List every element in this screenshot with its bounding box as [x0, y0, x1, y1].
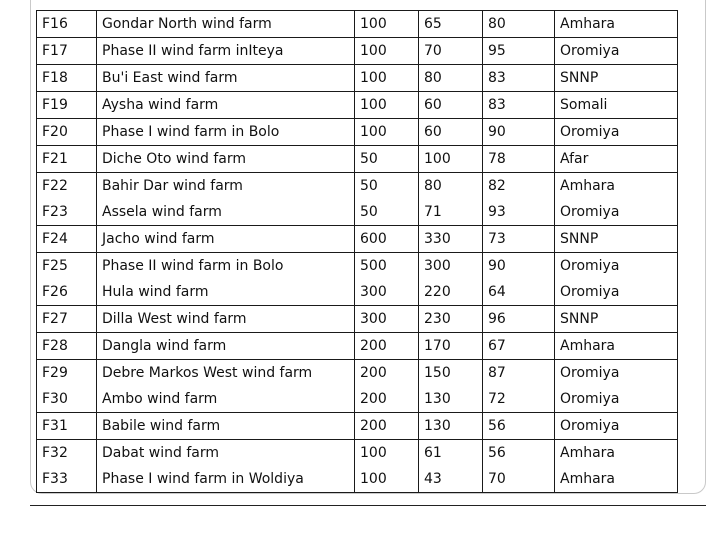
- cell-name: Phase II wind farm inIteya: [97, 38, 355, 65]
- cell-name: Dangla wind farm: [97, 333, 355, 360]
- table-row: [37, 38, 678, 65]
- cell-region: Oromiya: [555, 279, 678, 306]
- cell-value-2: 43: [419, 466, 483, 493]
- table-row: [37, 440, 678, 467]
- cell-id: F27: [37, 306, 97, 333]
- cell-value-2: 71: [419, 199, 483, 226]
- cell-name: Gondar North wind farm: [97, 11, 355, 38]
- cell-region: Amhara: [555, 333, 678, 360]
- table-row: [37, 333, 678, 360]
- cell-name: Bu'i East wind farm: [97, 65, 355, 92]
- cell-value-2: 300: [419, 253, 483, 280]
- cell-value-3: 72: [483, 386, 555, 413]
- cell-region: Oromiya: [555, 119, 678, 146]
- cell-value-2: 60: [419, 92, 483, 119]
- cell-id: F22: [37, 173, 97, 200]
- table-row: [37, 146, 678, 173]
- cell-value-3: 87: [483, 360, 555, 387]
- cell-value-1: 50: [355, 199, 419, 226]
- cell-name: Phase II wind farm in Bolo: [97, 253, 355, 280]
- cell-region: Oromiya: [555, 360, 678, 387]
- table-row: [37, 466, 678, 493]
- cell-region: Oromiya: [555, 253, 678, 280]
- table-row: [37, 199, 678, 226]
- cell-name: Debre Markos West wind farm: [97, 360, 355, 387]
- cell-name: Jacho wind farm: [97, 226, 355, 253]
- cell-value-2: 80: [419, 173, 483, 200]
- cell-value-2: 61: [419, 440, 483, 467]
- table-container: [36, 10, 677, 493]
- cell-name: Dilla West wind farm: [97, 306, 355, 333]
- cell-value-1: 50: [355, 173, 419, 200]
- cell-id: F23: [37, 199, 97, 226]
- cell-region: Oromiya: [555, 413, 678, 440]
- cell-value-1: 200: [355, 413, 419, 440]
- cell-id: F16: [37, 11, 97, 38]
- cell-id: F17: [37, 38, 97, 65]
- cell-value-1: 100: [355, 65, 419, 92]
- cell-region: Oromiya: [555, 38, 678, 65]
- cell-value-3: 73: [483, 226, 555, 253]
- cell-value-3: 64: [483, 279, 555, 306]
- cell-value-3: 70: [483, 466, 555, 493]
- cell-value-2: 60: [419, 119, 483, 146]
- cell-value-1: 100: [355, 11, 419, 38]
- cell-region: Somali: [555, 92, 678, 119]
- cell-id: F30: [37, 386, 97, 413]
- cell-value-2: 130: [419, 413, 483, 440]
- cell-value-1: 200: [355, 333, 419, 360]
- cell-region: Amhara: [555, 173, 678, 200]
- cell-value-1: 100: [355, 92, 419, 119]
- cell-id: F20: [37, 119, 97, 146]
- cell-value-3: 90: [483, 253, 555, 280]
- table-row: [37, 226, 678, 253]
- cell-value-3: 80: [483, 11, 555, 38]
- cell-value-2: 150: [419, 360, 483, 387]
- cell-value-2: 330: [419, 226, 483, 253]
- cell-value-2: 80: [419, 65, 483, 92]
- cell-value-3: 78: [483, 146, 555, 173]
- cell-region: Oromiya: [555, 386, 678, 413]
- cell-value-1: 200: [355, 386, 419, 413]
- cell-name: Dabat wind farm: [97, 440, 355, 467]
- cell-region: Oromiya: [555, 199, 678, 226]
- cell-id: F28: [37, 333, 97, 360]
- cell-name: Diche Oto wind farm: [97, 146, 355, 173]
- cell-id: F25: [37, 253, 97, 280]
- cell-region: SNNP: [555, 65, 678, 92]
- cell-value-2: 100: [419, 146, 483, 173]
- cell-name: Ambo wind farm: [97, 386, 355, 413]
- cell-name: Assela wind farm: [97, 199, 355, 226]
- cell-id: F33: [37, 466, 97, 493]
- cell-value-2: 70: [419, 38, 483, 65]
- cell-value-1: 100: [355, 38, 419, 65]
- table-row: [37, 386, 678, 413]
- cell-value-1: 500: [355, 253, 419, 280]
- table-row: [37, 253, 678, 280]
- cell-id: F24: [37, 226, 97, 253]
- cell-region: Afar: [555, 146, 678, 173]
- table-row: [37, 360, 678, 387]
- cell-id: F19: [37, 92, 97, 119]
- cell-value-3: 67: [483, 333, 555, 360]
- table-row: [37, 279, 678, 306]
- cell-name: Hula wind farm: [97, 279, 355, 306]
- cell-value-1: 300: [355, 306, 419, 333]
- cell-value-1: 600: [355, 226, 419, 253]
- cell-value-3: 56: [483, 413, 555, 440]
- cell-value-2: 65: [419, 11, 483, 38]
- table-row: [37, 119, 678, 146]
- cell-name: Phase I wind farm in Woldiya: [97, 466, 355, 493]
- cell-value-3: 90: [483, 119, 555, 146]
- cell-value-1: 50: [355, 146, 419, 173]
- cell-value-2: 220: [419, 279, 483, 306]
- cell-value-3: 56: [483, 440, 555, 467]
- cell-value-3: 96: [483, 306, 555, 333]
- cell-region: Amhara: [555, 466, 678, 493]
- cell-id: F21: [37, 146, 97, 173]
- cell-value-1: 100: [355, 119, 419, 146]
- cell-value-2: 130: [419, 386, 483, 413]
- cell-name: Babile wind farm: [97, 413, 355, 440]
- cell-region: SNNP: [555, 226, 678, 253]
- wind-farm-table: [36, 10, 678, 493]
- table-row: [37, 413, 678, 440]
- cell-value-3: 82: [483, 173, 555, 200]
- cell-name: Aysha wind farm: [97, 92, 355, 119]
- cell-id: F18: [37, 65, 97, 92]
- cell-id: F31: [37, 413, 97, 440]
- cell-value-1: 100: [355, 466, 419, 493]
- cell-region: Amhara: [555, 440, 678, 467]
- table-row: [37, 306, 678, 333]
- cell-value-3: 95: [483, 38, 555, 65]
- cell-value-3: 93: [483, 199, 555, 226]
- cell-id: F26: [37, 279, 97, 306]
- table-row: [37, 173, 678, 200]
- cell-value-2: 170: [419, 333, 483, 360]
- cell-value-3: 83: [483, 92, 555, 119]
- cell-value-3: 83: [483, 65, 555, 92]
- table-row: [37, 11, 678, 38]
- cell-name: Phase I wind farm in Bolo: [97, 119, 355, 146]
- cell-value-1: 200: [355, 360, 419, 387]
- cell-value-1: 100: [355, 440, 419, 467]
- cell-value-1: 300: [355, 279, 419, 306]
- cell-region: SNNP: [555, 306, 678, 333]
- table-row: [37, 65, 678, 92]
- cell-name: Bahir Dar wind farm: [97, 173, 355, 200]
- cell-value-2: 230: [419, 306, 483, 333]
- table-row: [37, 92, 678, 119]
- cell-region: Amhara: [555, 11, 678, 38]
- cell-id: F32: [37, 440, 97, 467]
- cell-id: F29: [37, 360, 97, 387]
- bottom-divider: [30, 505, 706, 506]
